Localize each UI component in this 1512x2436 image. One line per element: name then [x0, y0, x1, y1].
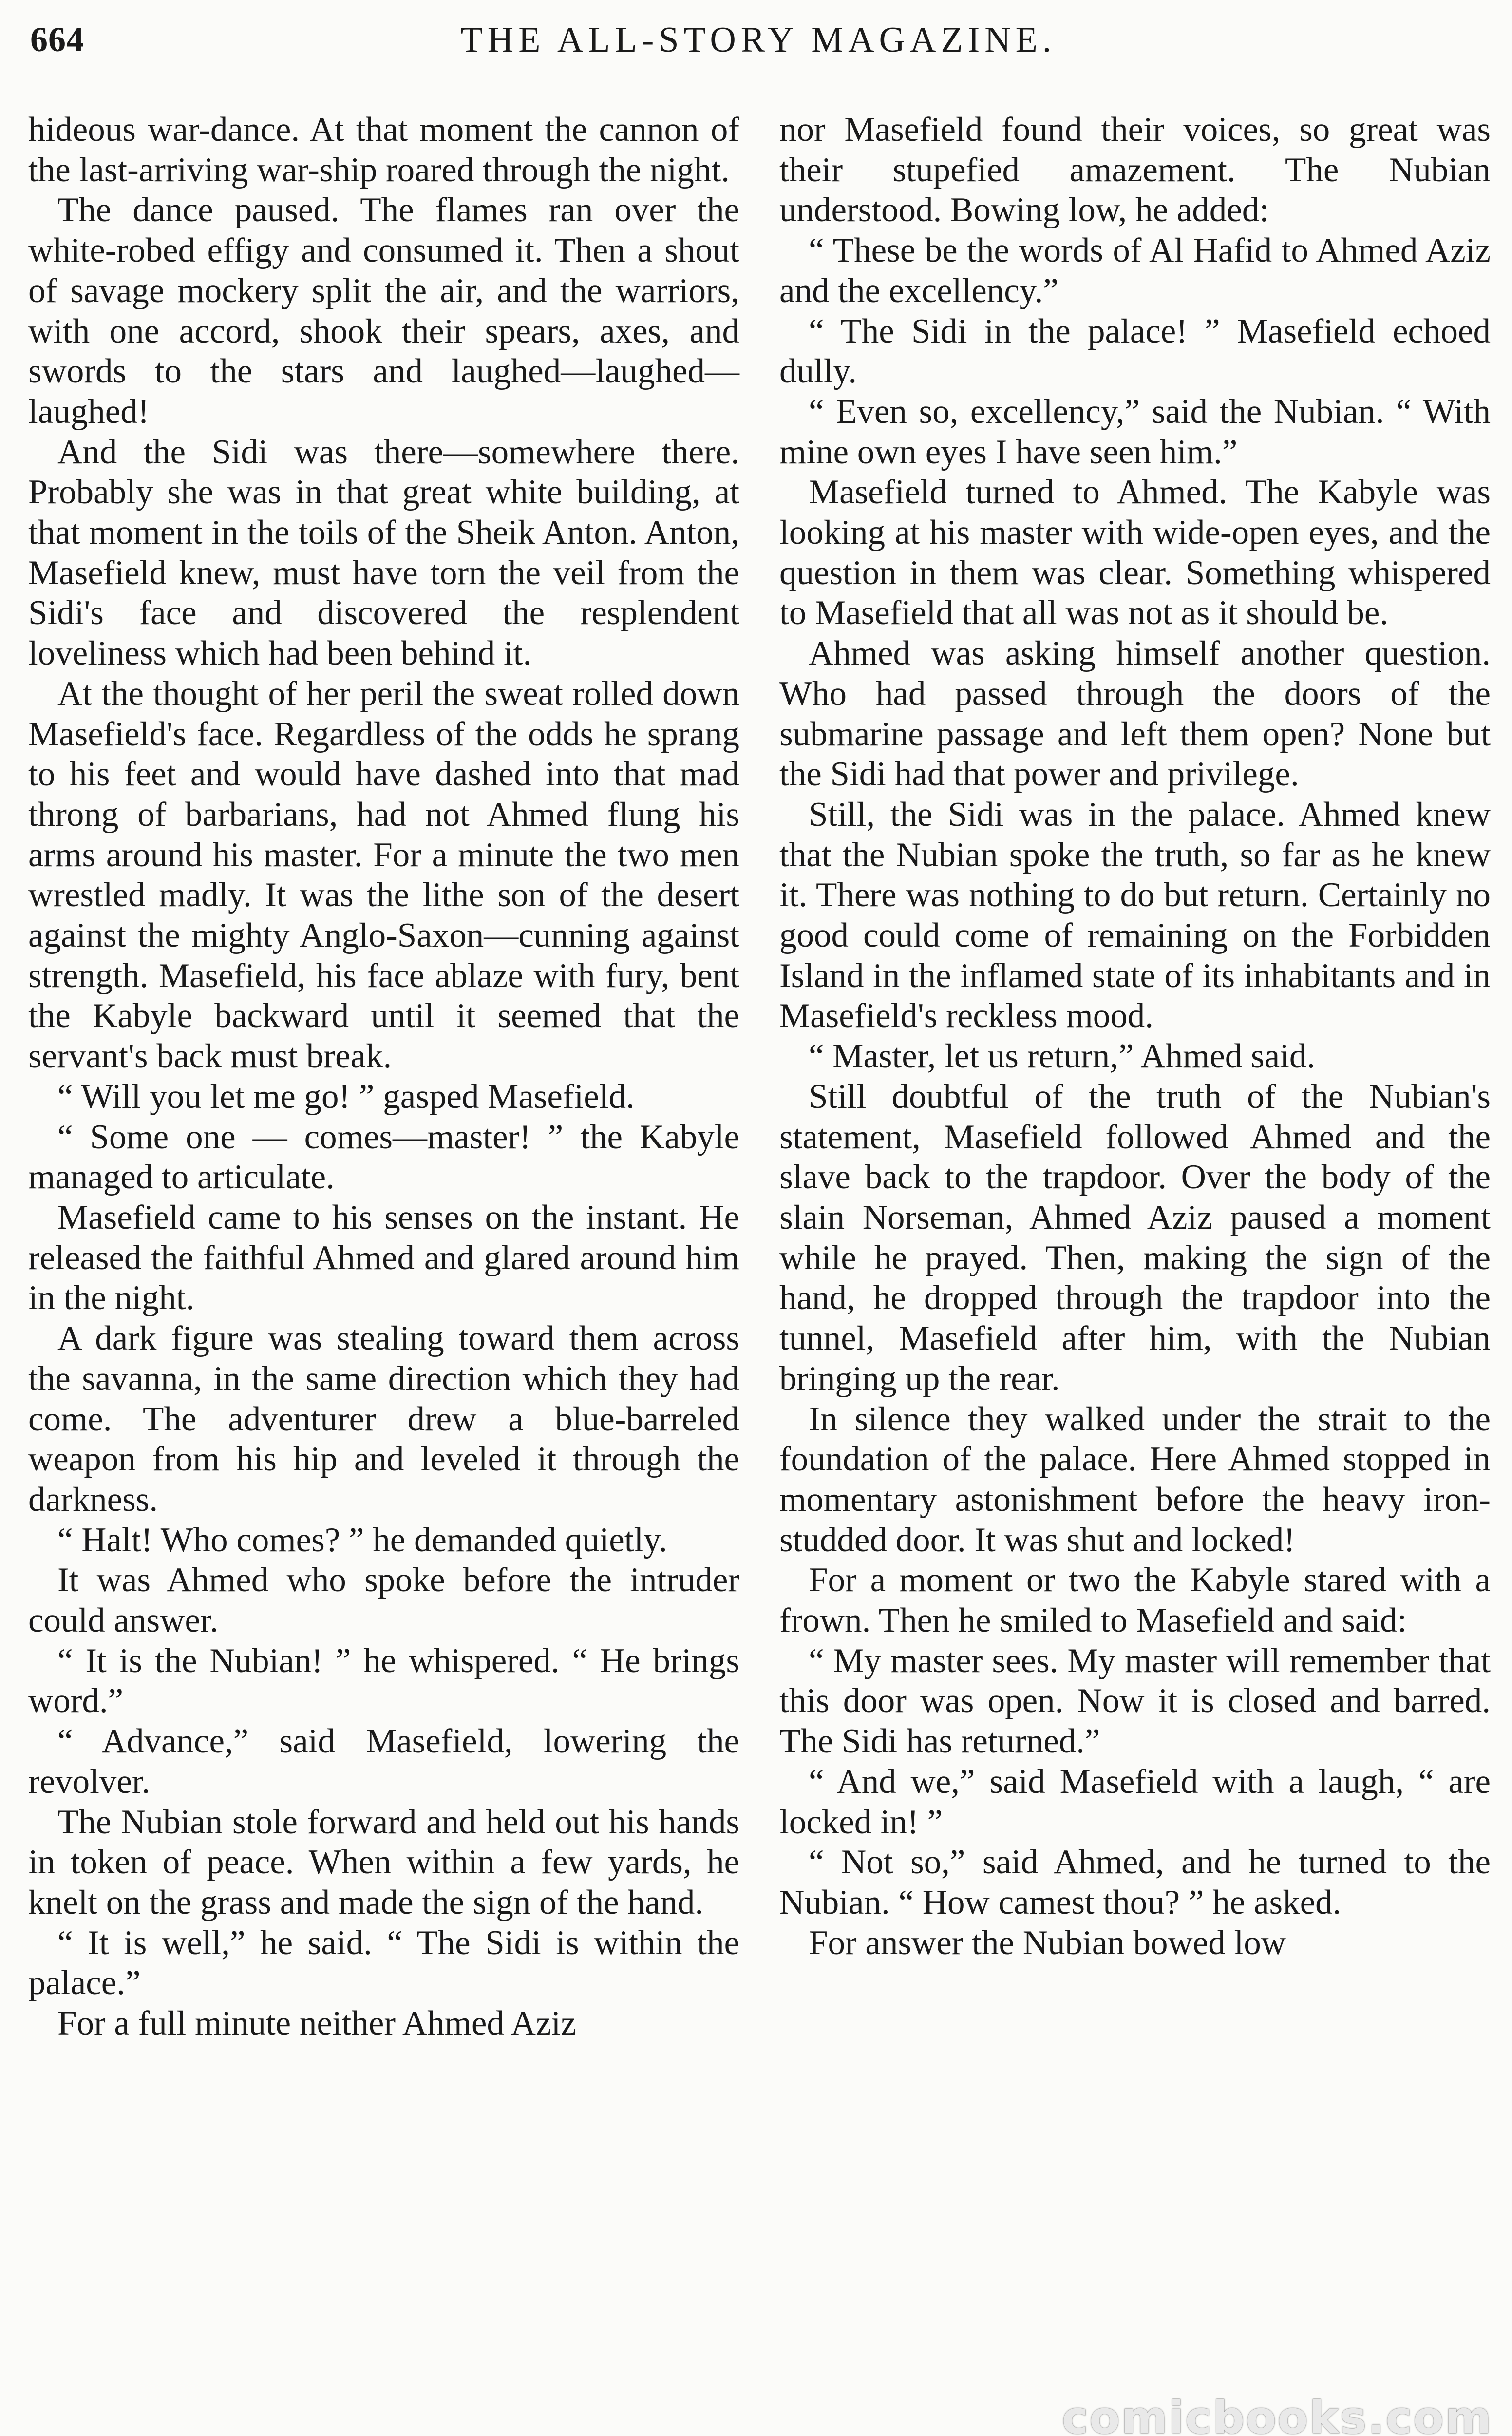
right-column [779, 110, 1491, 1963]
left-column [28, 110, 739, 2044]
paragraph: It was Ahmed who spoke before the intruder could answer. [28, 1561, 739, 1640]
paragraph: In silence they walked under the strait to the foundation of the palace. Here Ahmed stopped in momentary astonishment before the heavy iron-studded door. It was shut and locked! [779, 1400, 1491, 1559]
paragraph: “ These be the words of Al Hafid to Ahmed Aziz and the excellency.” [779, 231, 1491, 310]
paragraph: “ Even so, excellency,” said the Nubian. “ With mine own eyes I have seen him.” [779, 392, 1491, 471]
paragraph: “ Some one — comes—master! ” the Kabyle managed to articulate. [28, 1118, 739, 1197]
paragraph: “ The Sidi in the palace! ” Masefield echoed dully. [779, 312, 1491, 391]
paragraph: Still, the Sidi was in the palace. Ahmed knew that the Nubian spoke the truth, so far as he knew it. There was nothing to do but return. Certainly no good could come of remaining on the Forbidden Island in the inflamed state of its inhabitants and in Masefield's reckless mood. [779, 795, 1491, 1035]
paragraph: The Nubian stole forward and held out his hands in token of peace. When within a few yards, he knelt on the grass and made the sign of the hand. [28, 1803, 739, 1922]
paragraph: “ Master, let us return,” Ahmed said. [809, 1037, 1316, 1076]
paragraph: “ Not so,” said Ahmed, and he turned to the Nubian. “ How camest thou? ” he asked. [779, 1843, 1491, 1922]
paragraph: And the Sidi was there—somewhere there. Probably she was in that great white building, at that moment in the toils of the Sheik Anton. Anton, Masefield knew, must have torn the veil from the Sidi's face and discovered the resplendent loveliness which had been behind it. [28, 433, 739, 673]
paragraph: “ It is the Nubian! ” he whispered. “ He brings word.” [28, 1641, 739, 1720]
page-header [30, 19, 1487, 78]
paragraph: Masefield came to his senses on the instant. He released the faithful Ahmed and glared around him in the night. [28, 1198, 739, 1317]
paragraph: “ My master sees. My master will remember that this door was open. Now it is closed and barred. The Sidi has returned.” [779, 1641, 1491, 1761]
watermark-logo: comicbooks.com [1061, 2392, 1493, 2436]
paragraph: A dark figure was stealing toward them across the savanna, in the same direction which they had come. The adventurer drew a blue-barreled weapon from his hip and leveled it through the darkness. [28, 1319, 739, 1519]
paragraph: nor Masefield found their voices, so great was their stupefied amazement. The Nubian understood. Bowing low, he added: [779, 111, 1491, 229]
paragraph: “ Advance,” said Masefield, lowering the revolver. [28, 1722, 739, 1801]
running-title: THE ALL-STORY MAGAZINE. [460, 20, 1057, 60]
paragraph: For a full minute neither Ahmed Aziz [57, 2004, 576, 2043]
page-number: 664 [30, 20, 84, 59]
paragraph: hideous war-dance. At that moment the cannon of the last-arriving war-ship roared through the night. [28, 111, 739, 189]
paragraph: “ It is well,” he said. “ The Sidi is within the palace.” [28, 1923, 739, 2002]
paragraph: For answer the Nubian bowed low [809, 1923, 1286, 1962]
paragraph: “ Halt! Who comes? ” he demanded quietly. [57, 1521, 667, 1559]
paragraph: For a moment or two the Kabyle stared with a frown. Then he smiled to Masefield and said: [779, 1561, 1491, 1640]
paragraph: At the thought of her peril the sweat rolled down Masefield's face. Regardless of the odds he sprang to his feet and would have dashed into that mad throng of barbarians, had not Ahmed flung his arms around his master. For a minute the two men wrestled madly. It was the lithe son of the desert against the mighty Anglo-Saxon—cunning against strength. Masefield, his face ablaze with fury, bent the Kabyle backward until it seemed that the servant's back must break. [28, 674, 739, 1076]
paragraph: “ And we,” said Masefield with a laugh, “ are locked in! ” [779, 1762, 1491, 1841]
paragraph: Still doubtful of the truth of the Nubian's statement, Masefield followed Ahmed and the slave back to the trapdoor. Over the body of the slain Norseman, Ahmed Aziz paused a moment while he prayed. Then, making the sign of the hand, he dropped through the trapdoor into the tunnel, Masefield after him, with the Nubian bringing up the rear. [779, 1077, 1491, 1398]
paragraph: The dance paused. The flames ran over the white-robed effigy and consumed it. Then a shout of savage mockery split the air, and the warriors, with one accord, shook their spears, axes, and swords to the stars and laughed—laughed—laughed! [28, 191, 739, 431]
paragraph: “ Will you let me go! ” gasped Masefield. [57, 1077, 635, 1116]
paragraph: Masefield turned to Ahmed. The Kabyle was looking at his master with wide-open eyes, and the question in them was clear. Something whispered to Masefield that all was not as it should be. [779, 473, 1491, 632]
paragraph: Ahmed was asking himself another question. Who had passed through the doors of the submarine passage and left them open? None but the Sidi had that power and privilege. [779, 634, 1491, 794]
